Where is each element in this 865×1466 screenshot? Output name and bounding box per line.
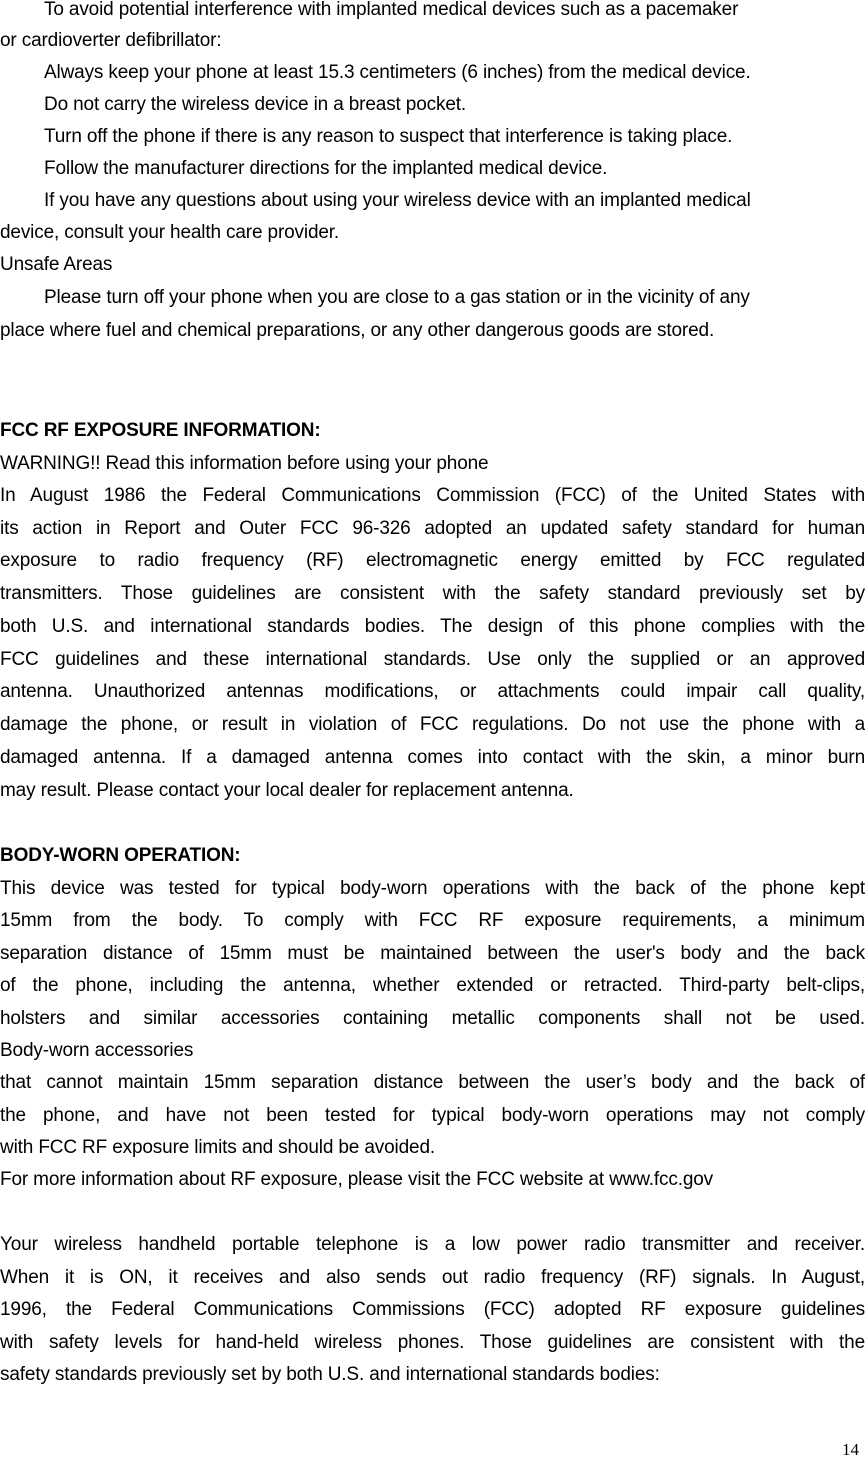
fcc-paragraph-line: damaged antenna. If a damaged antenna comes into contact with the skin, a minor burn xyxy=(0,747,865,768)
fcc-paragraph-line: antenna. Unauthorized antennas modifications, or attachments could impair call quality, xyxy=(0,681,865,702)
fcc-paragraph-line: both U.S. and international standards bodies. The design of this phone complies with the xyxy=(0,616,865,637)
fcc-paragraph-line: damage the phone, or result in violation of FCC regulations. Do not use the phone with a xyxy=(0,714,865,735)
fcc-paragraph-line: In August 1986 the Federal Communications Commission (FCC) of the United States with xyxy=(0,485,865,506)
implant-bullet-item: Turn off the phone if there is any reason to suspect that interference is taking place. xyxy=(44,126,733,147)
body-worn-paragraph-line: that cannot maintain 15mm separation distance between the user’s body and the back of xyxy=(0,1072,865,1093)
fcc-paragraph-line: transmitters. Those guidelines are consistent with the safety standard previously set by xyxy=(0,583,865,604)
fcc-heading: FCC RF EXPOSURE INFORMATION: xyxy=(0,420,321,441)
handheld-paragraph-line: 1996, the Federal Communications Commissions (FCC) adopted RF exposure guidelines xyxy=(0,1299,865,1320)
body-worn-paragraph-line: 15mm from the body. To comply with FCC RF exposure requirements, a minimum xyxy=(0,910,865,931)
body-worn-paragraph-line: the phone, and have not been tested for typical body-worn operations may not comply xyxy=(0,1105,865,1126)
implant-bullet-item: Always keep your phone at least 15.3 centimeters (6 inches) from the medical device. xyxy=(44,62,751,83)
unsafe-areas-heading: Unsafe Areas xyxy=(0,254,113,275)
implant-bullet-item: If you have any questions about using your wireless device with an implanted medical xyxy=(44,190,751,211)
implant-intro-line-2: or cardioverter defibrillator: xyxy=(0,30,222,51)
fcc-paragraph-line: FCC guidelines and these international standards. Use only the supplied or an approved xyxy=(0,649,865,670)
implant-bullet-continuation: device, consult your health care provider. xyxy=(0,222,340,243)
body-worn-paragraph-line: This device was tested for typical body-worn operations with the back of the phone kept xyxy=(0,878,865,899)
fcc-paragraph-line: its action in Report and Outer FCC 96-326 adopted an updated safety standard for human xyxy=(0,518,865,539)
body-worn-paragraph-line: separation distance of 15mm must be maintained between the user's body and the back xyxy=(0,943,865,964)
implant-intro-line-1: To avoid potential interference with implanted medical devices such as a pacemaker xyxy=(44,0,739,20)
body-worn-paragraph-line: holsters and similar accessories containing metallic components shall not be used. xyxy=(0,1008,865,1029)
body-worn-paragraph-line: Body-worn accessories xyxy=(0,1040,194,1061)
fcc-paragraph-line: may result. Please contact your local dealer for replacement antenna. xyxy=(0,780,574,801)
body-worn-paragraph-line: with FCC RF exposure limits and should be avoided. xyxy=(0,1137,435,1158)
page-number: 14 xyxy=(842,1440,859,1459)
unsafe-areas-bullet: Please turn off your phone when you are close to a gas station or in the vicinity of any xyxy=(44,287,750,308)
implant-bullet-item: Do not carry the wireless device in a breast pocket. xyxy=(44,94,467,115)
fcc-paragraph-line: exposure to radio frequency (RF) electromagnetic energy emitted by FCC regulated xyxy=(0,550,865,571)
fcc-warning: WARNING!! Read this information before using your phone xyxy=(0,453,489,474)
handheld-paragraph-line: When it is ON, it receives and also sends out radio frequency (RF) signals. In August, xyxy=(0,1267,865,1288)
handheld-paragraph-line: with safety levels for hand-held wireless phones. Those guidelines are consistent with the xyxy=(0,1332,865,1353)
body-worn-heading: BODY-WORN OPERATION: xyxy=(0,845,241,866)
body-worn-paragraph-line: of the phone, including the antenna, whether extended or retracted. Third-party belt-clips, xyxy=(0,975,865,996)
body-worn-paragraph-line: For more information about RF exposure, please visit the FCC website at www.fcc.gov xyxy=(0,1169,714,1190)
implant-bullet-item: Follow the manufacturer directions for the implanted medical device. xyxy=(44,158,608,179)
handheld-paragraph-line: Your wireless handheld portable telephone is a low power radio transmitter and receiver. xyxy=(0,1234,865,1255)
handheld-paragraph-line: safety standards previously set by both U.S. and international standards bodies: xyxy=(0,1364,660,1385)
unsafe-areas-bullet-continuation: place where fuel and chemical preparations, or any other dangerous goods are stored. xyxy=(0,320,715,341)
